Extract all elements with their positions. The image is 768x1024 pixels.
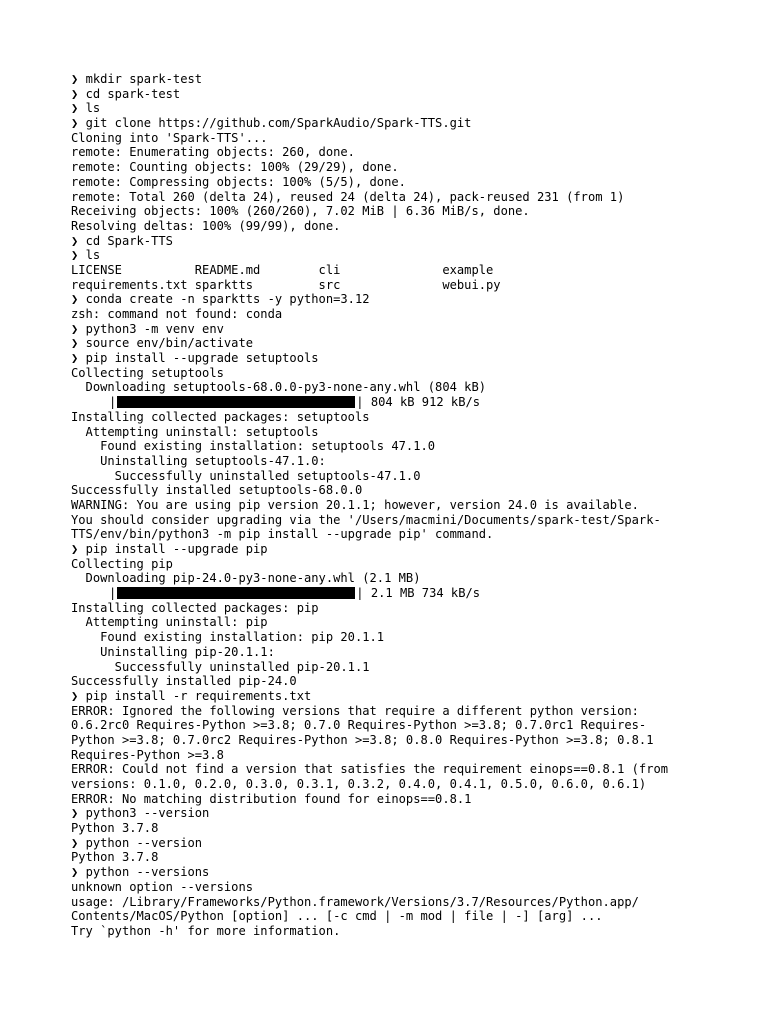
output-line: remote: Compressing objects: 100% (5/5), done.	[71, 174, 406, 189]
command-text: ls	[85, 101, 101, 116]
output-line: remote: Enumerating objects: 260, done.	[71, 145, 355, 160]
command-text: conda create -n sparktts -y python=3.12	[85, 292, 370, 307]
prompt-chevron-icon: ❯	[71, 351, 79, 366]
progress-stats: | 2.1 MB 734 kB/s	[356, 586, 481, 601]
prompt-chevron-icon: ❯	[71, 835, 79, 850]
prompt-chevron-icon: ❯	[71, 86, 79, 101]
output-line: Receiving objects: 100% (260/260), 7.02 MiB | 6.36 MiB/s, done.	[71, 204, 530, 219]
command-text: cd spark-test	[85, 86, 181, 101]
command-line	[71, 87, 761, 102]
command-text: python3 --version	[85, 806, 210, 821]
command-line	[71, 116, 761, 131]
command-text: pip install --upgrade setuptools	[85, 351, 319, 366]
prompt-chevron-icon: ❯	[71, 116, 79, 131]
output-line: Collecting setuptools	[71, 365, 224, 380]
command-line	[71, 234, 761, 249]
output-line: Downloading setuptools-68.0.0-py3-none-any.whl (804 kB)	[71, 380, 487, 395]
output-line: Successfully uninstalled pip-20.1.1	[71, 659, 370, 674]
prompt-chevron-icon: ❯	[71, 292, 79, 307]
output-line: versions: 0.1.0, 0.2.0, 0.3.0, 0.3.1, 0.3.2, 0.4.0, 0.4.1, 0.5.0, 0.6.0, 0.6.1)	[71, 777, 647, 791]
output-line: usage: /Library/Frameworks/Python.framework/Versions/3.7/Resources/Python.app/	[71, 894, 639, 909]
prompt-chevron-icon: ❯	[71, 72, 79, 86]
command-text: git clone https://github.com/SparkAudio/Spark-TTS.git	[85, 116, 472, 131]
command-line	[71, 292, 761, 307]
output-line: zsh: command not found: conda	[71, 307, 283, 321]
output-line: Requires-Python >=3.8	[71, 747, 224, 762]
output-line: Attempting uninstall: setuptools	[71, 424, 319, 439]
output-line: ERROR: No matching distribution found for einops==0.8.1	[71, 791, 472, 806]
output-line: Found existing installation: setuptools 47.1.0	[71, 439, 436, 454]
output-line: remote: Counting objects: 100% (29/29), done.	[71, 160, 399, 175]
command-text: source env/bin/activate	[85, 336, 254, 351]
command-line	[71, 806, 761, 821]
output-line: ERROR: Could not find a version that satisfies the requirement einops==0.8.1 (from	[71, 762, 669, 777]
command-line	[71, 101, 761, 116]
output-line: Successfully uninstalled setuptools-47.1.0	[71, 468, 421, 483]
output-line: Installing collected packages: pip	[71, 600, 319, 615]
output-line: Downloading pip-24.0-py3-none-any.whl (2.1 MB)	[71, 571, 421, 586]
output-line: remote: Total 260 (delta 24), reused 24 (delta 24), pack-reused 231 (from 1)	[71, 189, 625, 204]
output-line: Try `python -h' for more information.	[71, 923, 341, 938]
progress-bar	[117, 587, 355, 599]
prompt-chevron-icon: ❯	[71, 542, 79, 556]
output-line: Uninstalling setuptools-47.1.0:	[71, 453, 326, 468]
command-text: mkdir spark-test	[85, 72, 203, 86]
output-line: Python >=3.8; 0.7.0rc2 Requires-Python >=3.8; 0.8.0 Requires-Python >=3.8; 0.8.1	[71, 732, 654, 747]
terminal-output[interactable]	[71, 72, 761, 939]
prompt-chevron-icon: ❯	[71, 806, 79, 821]
output-line: Resolving deltas: 100% (99/99), done.	[71, 218, 341, 233]
output-line: Installing collected packages: setuptools	[71, 409, 370, 424]
output-line: Python 3.7.8	[71, 821, 159, 836]
output-line: Successfully installed setuptools-68.0.0	[71, 483, 363, 498]
command-text: python --versions	[85, 865, 210, 880]
output-line: ERROR: Ignored the following versions that require a different python version:	[71, 703, 639, 718]
progress-bar-left-edge: |	[109, 395, 117, 410]
command-line	[71, 336, 761, 351]
command-line	[71, 865, 761, 880]
progress-bar	[117, 396, 355, 408]
output-line: 0.6.2rc0 Requires-Python >=3.8; 0.7.0 Requires-Python >=3.8; 0.7.0rc1 Requires-	[71, 718, 647, 733]
prompt-chevron-icon: ❯	[71, 688, 79, 703]
command-line	[71, 689, 761, 704]
command-line	[71, 836, 761, 851]
command-text: ls	[85, 248, 101, 263]
output-line: Found existing installation: pip 20.1.1	[71, 630, 385, 645]
output-line: Contents/MacOS/Python [option] ... [-c cmd | -m mod | file | -] [arg] ...	[71, 909, 603, 924]
output-line: Attempting uninstall: pip	[71, 615, 268, 630]
command-line	[71, 351, 761, 366]
command-line	[71, 542, 761, 557]
output-line: WARNING: You are using pip version 20.1.1; however, version 24.0 is available.	[71, 497, 639, 512]
output-line: LICENSE README.md cli example	[71, 262, 494, 277]
command-text: python3 -m venv env	[85, 321, 224, 336]
progress-stats: | 804 kB 912 kB/s	[356, 395, 481, 410]
output-line: unknown option --versions	[71, 879, 254, 894]
output-line: Successfully installed pip-24.0	[71, 674, 297, 689]
output-line: TTS/env/bin/python3 -m pip install --upgrade pip' command.	[71, 527, 494, 542]
download-progress-line	[71, 395, 761, 410]
command-text: pip install --upgrade pip	[85, 542, 268, 556]
prompt-chevron-icon: ❯	[71, 233, 79, 248]
command-line	[71, 72, 761, 87]
command-line	[71, 248, 761, 263]
prompt-chevron-icon: ❯	[71, 336, 79, 351]
output-line: Collecting pip	[71, 556, 173, 571]
prompt-chevron-icon: ❯	[71, 865, 79, 880]
output-line: Uninstalling pip-20.1.1:	[71, 644, 275, 659]
output-line: requirements.txt sparktts src webui.py	[71, 277, 501, 292]
command-text: python --version	[85, 835, 203, 850]
prompt-chevron-icon: ❯	[71, 248, 79, 263]
prompt-chevron-icon: ❯	[71, 321, 79, 336]
output-line: Python 3.7.8	[71, 850, 159, 865]
command-text: pip install -r requirements.txt	[85, 688, 312, 703]
output-line: Cloning into 'Spark-TTS'...	[71, 130, 268, 145]
output-line: You should consider upgrading via the '/Users/macmini/Documents/spark-test/Spark-	[71, 512, 661, 527]
download-progress-line	[71, 586, 761, 601]
command-text: cd Spark-TTS	[85, 233, 173, 248]
command-line	[71, 322, 761, 337]
progress-bar-left-edge: |	[109, 586, 117, 601]
prompt-chevron-icon: ❯	[71, 101, 79, 116]
